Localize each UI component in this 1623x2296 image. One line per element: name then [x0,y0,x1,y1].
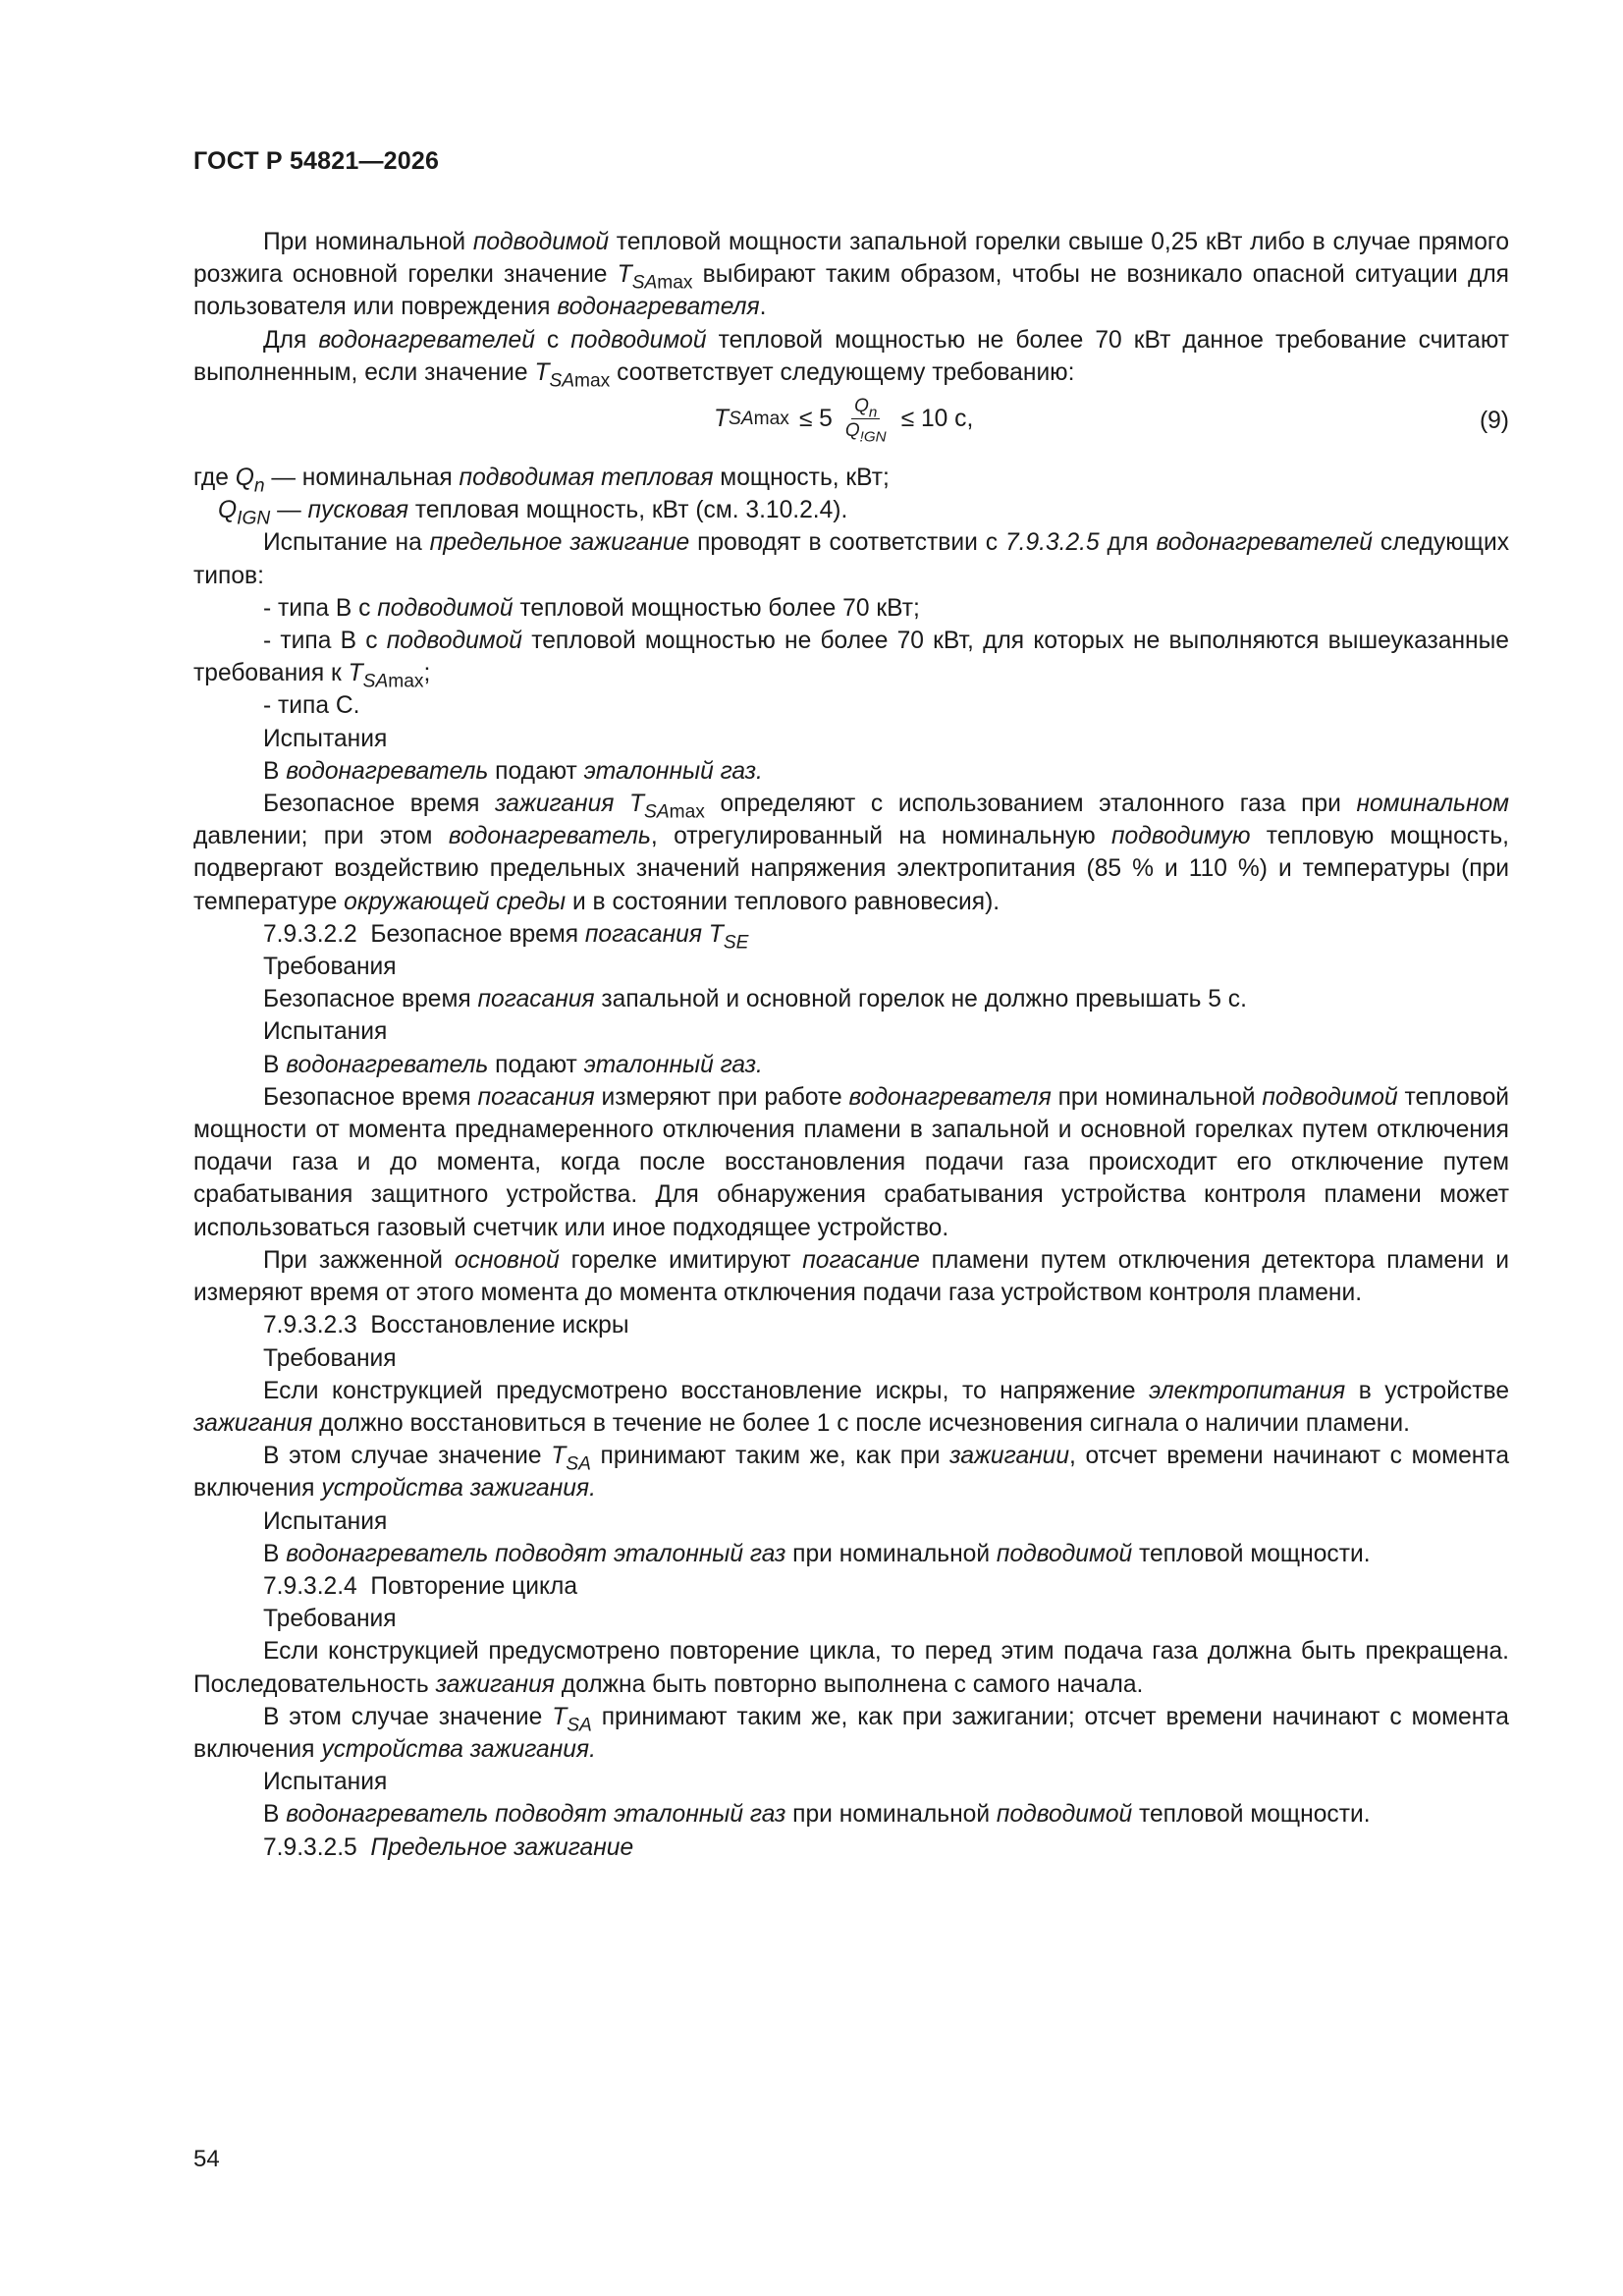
paragraph: Если конструкцией предусмотрено восстановление искры, то напряжение электропитания в устройстве зажигания должно восстановиться в течение не более 1 с после исчезновения сигнала о наличии пламени. [193,1377,1509,1437]
paragraph: Безопасное время погасания измеряют при работе водонагревателя при номинальной подводимой тепловой мощности от момента преднамеренного отключения пламени в запальной и основной горелках путем отключения подачи газа и до момента, когда после восстановления подачи газа происходит его отключение путем срабатывания защитного устройства. Для обнаружения срабатывания устройства контроля пламени может использоваться газовый счетчик или иное подходящее устройство. [193,1083,1509,1241]
subheading: Требования [263,954,397,981]
list-item: - типа С. [263,692,360,720]
list-item: - типа В с подводимой тепловой мощностью более 70 кВт; [263,594,920,622]
subheading: Требования [263,1344,397,1372]
paragraph: В этом случае значение $T_{SA}$ принимают таким же, как при зажигании, отсчет времени начинают с момента включения устройства зажигания. [193,1443,1510,1503]
formula-rhs: ≤ 10 с, [900,405,974,432]
formula-op: ≤ 5 [798,405,833,432]
subheading: Испытания [263,1018,388,1046]
document-header: ГОСТ Р 54821—2026 [193,147,440,175]
paragraph: В водонагреватель подают эталонный газ. [263,1051,763,1078]
paragraph: Для водонагревателей с подводимой тепловой мощностью не более 70 кВт данное требование считают выполненным, если значение $T_{SAmax}$ соответствует следующему требованию: [193,326,1509,392]
paragraph: В водонагреватель подводят эталонный газ при номинальной подводимой тепловой мощности. [263,1801,1371,1829]
section-heading: 7.9.3.2.5 Предельное зажигание [263,1833,634,1861]
paragraph: Если конструкцией предусмотрено повторение цикла, то перед этим подача газа должна быть прекращена. Последовательность зажигания должна быть повторно выполнена с самого начала. [193,1638,1509,1698]
paragraph: При зажженной основной горелке имитируют погасание пламени путем отключения детектора пламени и измеряют время от этого момента до момента отключения подачи газа устройством контроля пламени. [193,1246,1510,1307]
list-item: - типа В с подводимой тепловой мощностью не более 70 кВт, для которых не выполняются вышеуказанные требования к $T_{SAmax}$; [193,628,1509,692]
paragraph: Испытание на предельное зажигание проводят в соответствии с 7.9.3.2.5 для водонагревателей следующих типов: [193,529,1510,589]
definition: $Q_{IGN}$ — пусковая тепловая мощность, кВт (см. 3.10.2.4). [218,497,848,529]
formula-number: (9) [1479,408,1509,435]
page-number: 54 [193,2146,220,2172]
subheading: Испытания [263,1507,388,1535]
paragraph: В водонагреватель подводят эталонный газ при номинальной подводимой тепловой мощности. [263,1540,1371,1567]
section-heading: 7.9.3.2.2 Безопасное время погасания $T_{SE}$ [263,920,749,954]
definition: где $Q_n$ — номинальная подводимая тепловая мощность, кВт; [193,465,890,497]
document-body [193,226,1509,1864]
formula-fraction: $\frac{Q_n}{Q_{!GN}}$ [844,396,887,446]
formula-lhs: T [714,405,730,432]
formula-9 [193,391,1509,458]
paragraph: В этом случае значение $T_{SA}$ принимают таким же, как при зажигании; отсчет времени начинают с момента включения устройства зажигания. [193,1703,1509,1763]
paragraph: Безопасное время зажигания $T_{SAmax}$ определяют с использованием эталонного газа при номинальном давлении; при этом водонагреватель, отрегулированный на номинальную подводимую тепловую мощность, подвергают воздействию предельных значений напряжения электропитания (85 % и 110 %) и температуры (при температуре окружающей среды и в состоянии теплового равновесия). [193,791,1510,915]
paragraph: При номинальной подводимой тепловой мощности запальной горелки свыше 0,25 кВт либо в случае прямого розжига основной горелки значение $T_{SAmax}$ выбирают таким образом, чтобы не возникало опасной ситуации для пользователя или повреждения водонагревателя. [193,229,1509,321]
section-heading: 7.9.3.2.3 Восстановление искры [263,1312,629,1339]
subheading: Испытания [263,1769,388,1796]
subheading: Требования [263,1606,397,1633]
formula-expression: T SAmax ≤ 5 $\frac{Q_n}{Q_{!GN}}$ ≤ 10 с, [714,396,974,446]
section-heading: 7.9.3.2.4 Повторение цикла [263,1572,578,1600]
paragraph: В водонагреватель подают эталонный газ. [263,757,763,785]
subheading: Испытания [263,725,388,752]
paragraph: Безопасное время погасания запальной и основной горелок не должно превышать 5 с. [263,986,1247,1013]
